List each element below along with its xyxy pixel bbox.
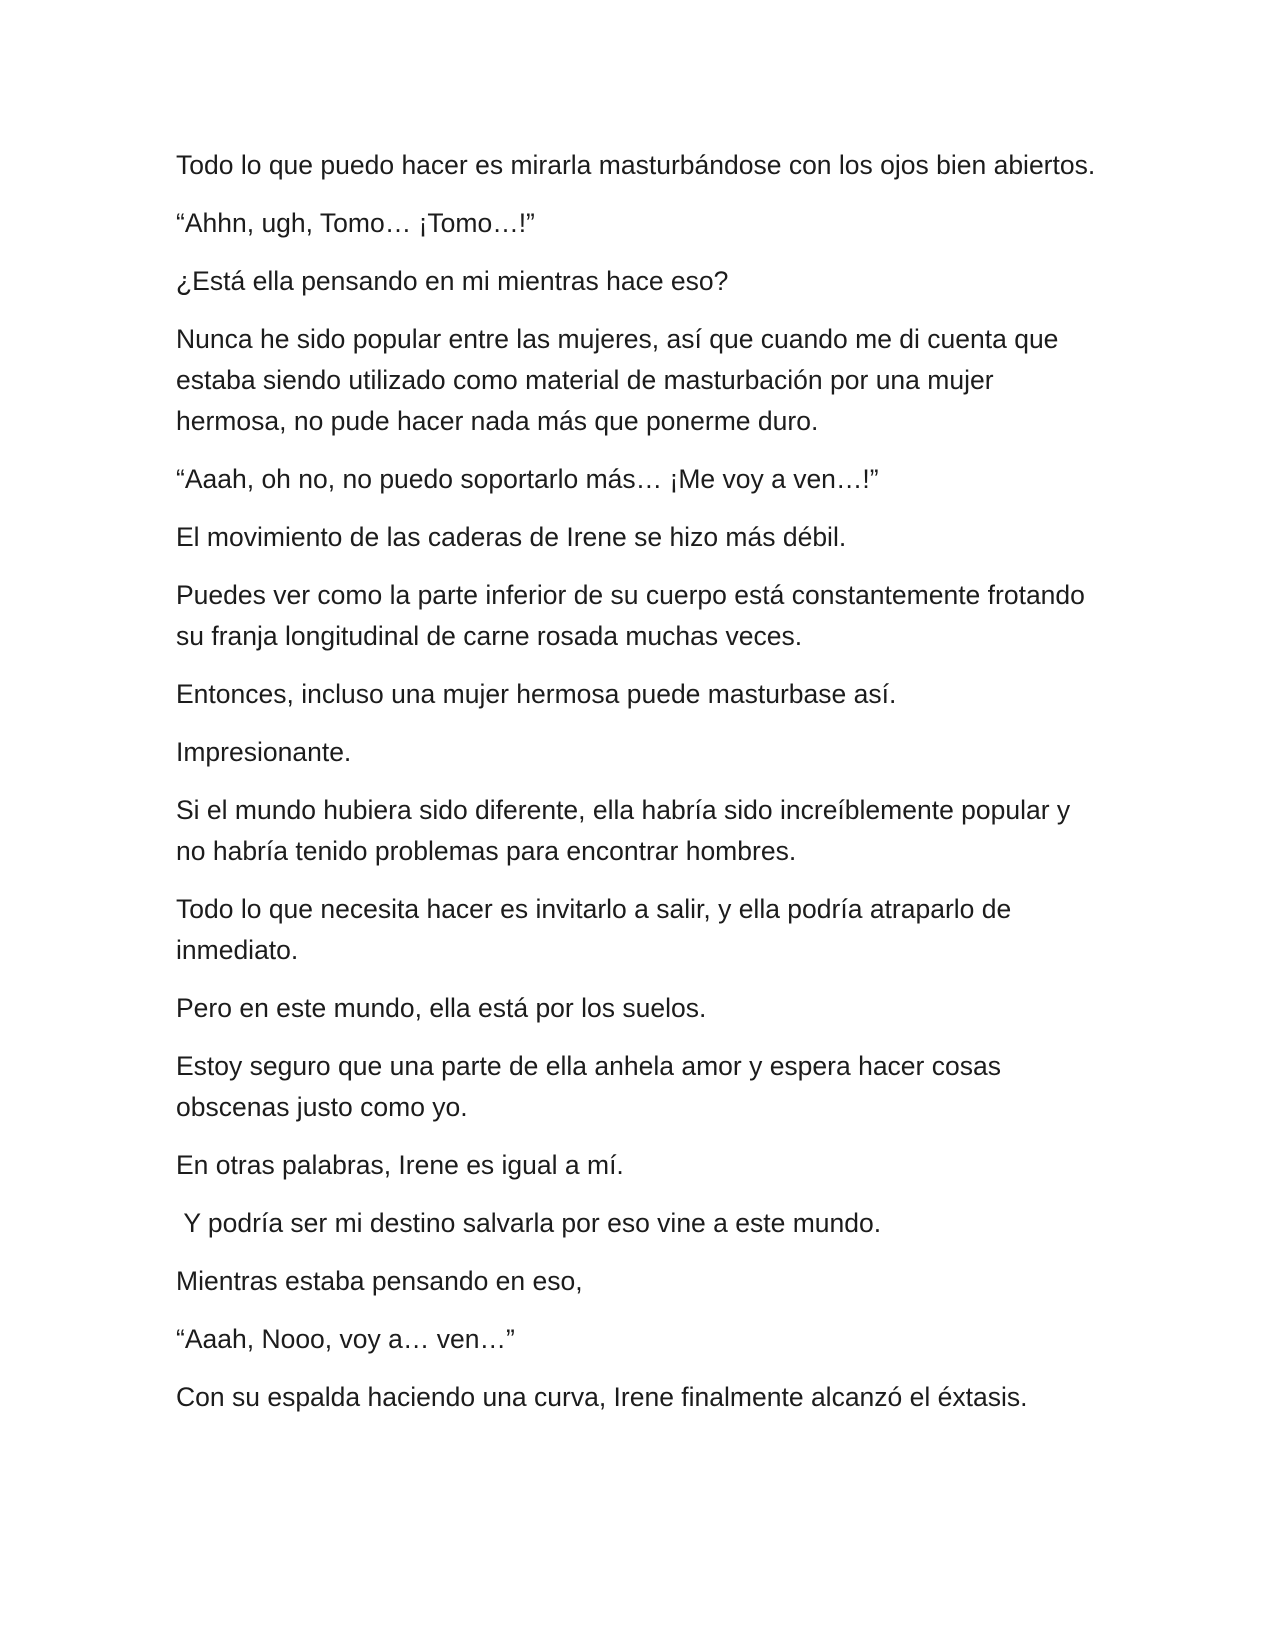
- paragraph: Todo lo que necesita hacer es invitarlo a salir, y ella podría atraparlo de inmediato.: [176, 894, 1019, 965]
- paragraph: Con su espalda haciendo una curva, Irene finalmente alcanzó el éxtasis.: [176, 1382, 1028, 1412]
- paragraph: “Aaah, Nooo, voy a… ven…”: [176, 1324, 515, 1354]
- paragraph: En otras palabras, Irene es igual a mí.: [176, 1150, 624, 1180]
- paragraph: Pero en este mundo, ella está por los suelos.: [176, 993, 707, 1023]
- paragraph: Mientras estaba pensando en eso,: [176, 1266, 583, 1296]
- paragraph: ¿Está ella pensando en mi mientras hace eso?: [176, 266, 729, 296]
- paragraph: Impresionante.: [176, 737, 352, 767]
- paragraph: “Ahhn, ugh, Tomo… ¡Tomo…!”: [176, 208, 535, 238]
- paragraph: Si el mundo hubiera sido diferente, ella habría sido increíblemente popular y no habría tenido problemas para encontrar hombres.: [176, 795, 1078, 866]
- paragraph: “Aaah, oh no, no puedo soportarlo más… ¡Me voy a ven…!”: [176, 464, 879, 494]
- paragraph: Todo lo que puedo hacer es mirarla masturbándose con los ojos bien abiertos.: [176, 150, 1096, 180]
- paragraph: Nunca he sido popular entre las mujeres, así que cuando me di cuenta que estaba siendo utilizado como material de masturbación por una mujer hermosa, no pude hacer nada más que ponerme duro.: [176, 324, 1066, 436]
- paragraph: Entonces, incluso una mujer hermosa puede masturbase así.: [176, 679, 897, 709]
- paragraph: Puedes ver como la parte inferior de su cuerpo está constantemente frotando su franja longitudinal de carne rosada muchas veces.: [176, 580, 1093, 651]
- paragraph: Estoy seguro que una parte de ella anhela amor y espera hacer cosas obscenas justo como yo.: [176, 1051, 1009, 1122]
- document-body: [176, 145, 1096, 1435]
- paragraph: El movimiento de las caderas de Irene se hizo más débil.: [176, 522, 847, 552]
- paragraph: Y podría ser mi destino salvarla por eso vine a este mundo.: [176, 1208, 882, 1238]
